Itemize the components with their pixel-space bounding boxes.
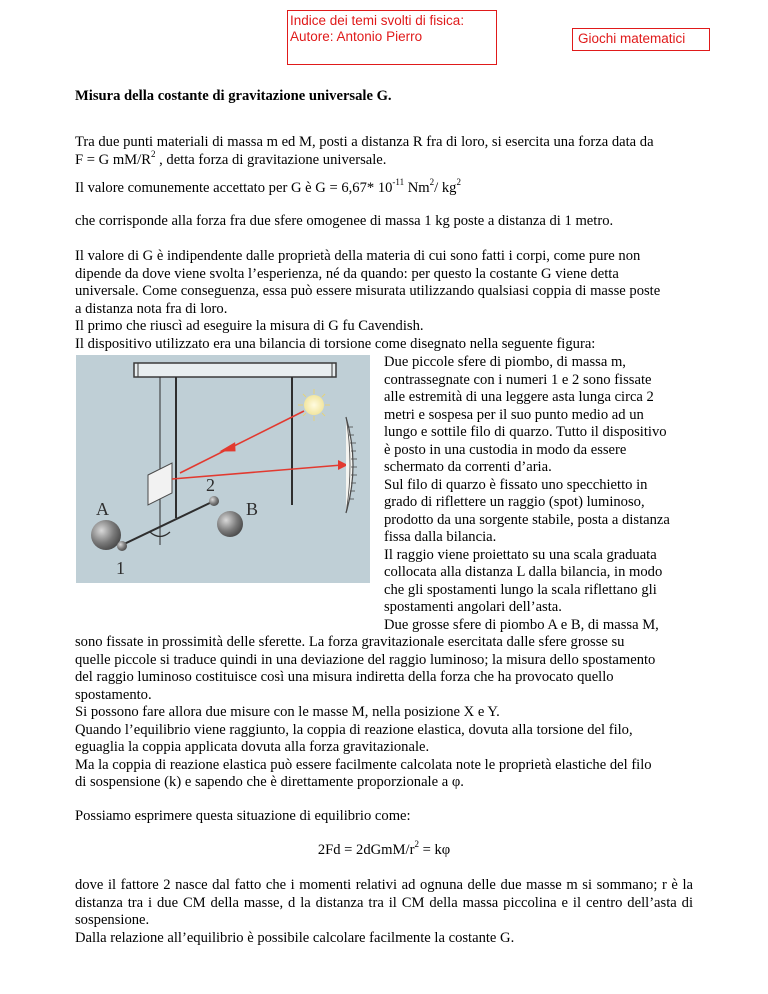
- big-sphere-a: [91, 520, 121, 550]
- g-value-paragraph: Il valore comunemente accettato per G è G = 6,67* $10^{-11}$ Nm$^2$/ $kg^2$: [75, 177, 461, 196]
- torsion-balance-figure: [76, 355, 370, 583]
- label-b: B: [246, 499, 259, 519]
- index-link[interactable]: [287, 10, 497, 65]
- small-sphere-2: [209, 496, 219, 506]
- torsion-balance-diagram: [76, 355, 370, 583]
- equilibrium-intro: Possiamo esprimere questa situazione di equilibrio come:: [75, 808, 411, 824]
- equilibrium-formula: $2Fd = 2dGmM/r^2 = k\varphi$: [317, 839, 451, 858]
- ceiling-mount: [134, 363, 336, 377]
- index-link-line1: Indice dei temi svolti di fisica:: [290, 13, 465, 28]
- label-2: 2: [206, 475, 215, 495]
- deviation-paragraph: sono fissate in prossimità delle sferette. La forza gravitazionale esercitata dalle sfere grosse su quelle piccole si traduce quindi in una deviazione del raggio luminoso; la misura dello spostamento del raggio luminoso costituisce così una misura indiretta della forza che ha provocato quello spostamento. Si possono fare allora due misure con le masse M, nella posizione X e Y. Quando l’equilibrio viene raggiunto, la coppia di reazione elastica, dovuta alla torsione del filo, eguaglia la coppia applicata dovuta alla forza gravitazionale. Ma la coppia di reazione elastica può essere facilmente calcolata note le proprietà elastiche del filo di sospensione (k) e sapendo che è direttamente proporzionale a φ.: [75, 634, 656, 790]
- corresponds-paragraph: che corrisponde alla forza fra due sfere omogenee di massa 1 kg poste a distanza di 1 metro.: [75, 213, 614, 229]
- small-sphere-1: [117, 541, 127, 551]
- conclusion-paragraph: Dalla relazione all’equilibrio è possibile calcolare facilmente la costante G.: [75, 930, 515, 946]
- explanation-paragraph: dove il fattore 2 nasce dal fatto che i momenti relativi ad ognuna delle due masse m si sommano; r è la distanza tra i due CM della masse, d la distanza tra il CM della massa piccolina e il centro dell’asta di sospensione.: [75, 877, 693, 928]
- label-a: A: [96, 499, 109, 519]
- intro-paragraph: Tra due punti materiali di massa m ed M, posti a distanza R fra di loro, si esercita una forza data da F = G $mM/R^2$ , detta forza di gravitazione universale.: [75, 134, 654, 168]
- figure-description: Due piccole sfere di piombo, di massa m, contrassegnate con i numeri 1 e 2 sono fissate alle estremità di una leggere asta lunga circa 2 metri e sospesa per il suo punto medio ad un lungo e sottile filo di quarzo. Tutto il dispositivo è posto in una custodia in modo da essere schermato da correnti d’aria. Sul filo di quarzo è fissato uno specchietto in grado di riflettere un raggio (spot) luminoso, prodotto da una sorgente stabile, posta a distanza fissa dalla bilancia. Il raggio viene proiettato su una scala graduata collocata alla distanza L dalla bilancia, in modo che gli spostamenti lungo la scala riflettano gli spostamenti angolari dell’asta. Due grosse sfere di piombo A e B, di massa M,: [384, 354, 670, 633]
- big-sphere-b: [217, 511, 243, 537]
- games-link[interactable]: Giochi matematici: [572, 28, 710, 51]
- index-link-line2: Autore: Antonio Pierro: [290, 29, 423, 44]
- label-1: 1: [116, 558, 125, 578]
- page-title: Misura della costante di gravitazione universale G.: [75, 88, 392, 104]
- g-independence-paragraph: Il valore di G è indipendente dalle proprietà della materia di cui sono fatti i corpi, come pure non dipende da dove viene svolta l’esperienza, né da quando: per questo la costante G viene detta universale. Come conseguenza, essa può essere misurata utilizzando qualsiasi coppia di masse poste a distanza nota fra di loro. Il primo che riuscì ad eseguire la misura di G fu Cavendish. Il dispositivo utilizzato era una bilancia di torsione come disegnato nella seguente figura:: [75, 248, 661, 352]
